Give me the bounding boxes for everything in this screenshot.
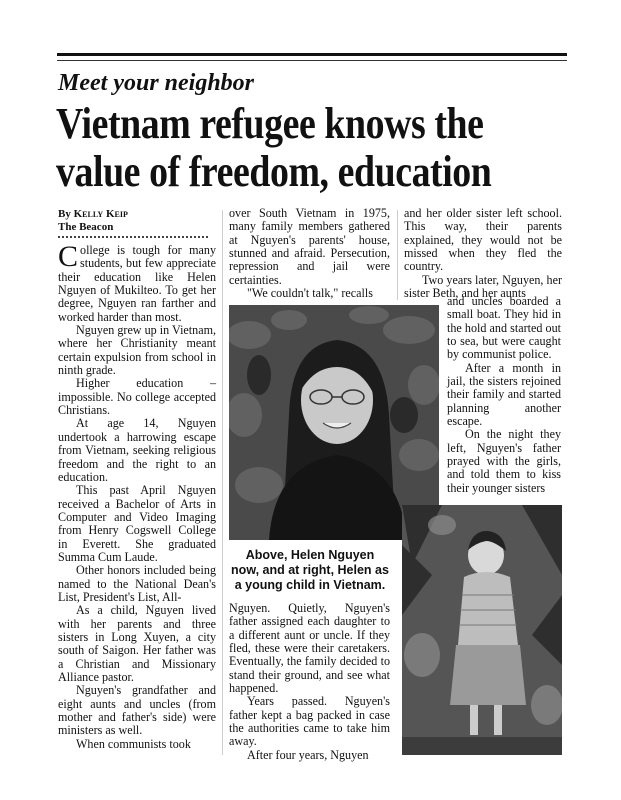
paragraph: College is tough for many students, but few appreciate their education like Helen Nguyen of Mukilteo. To get her degree, Nguyen ran farther and worked harder than most. — [58, 240, 216, 324]
paragraph: After a month in jail, the sisters rejoined their family and started planning another escape. — [447, 360, 561, 429]
drop-cap: C — [58, 240, 79, 273]
paragraph: Two years later, Nguyen, her sister Beth, and her aunts — [404, 272, 562, 301]
paragraph: This past April Nguyen received a Bachelor of Arts in Computer and Video Imaging from Henry Cogswell College in Everett. She graduated Summa Cum Laude. — [58, 483, 216, 564]
byline-by: By — [58, 208, 71, 220]
paragraph: and her older sister left school. This way, their parents explained, they would not be missed when they fled the country. — [404, 206, 562, 274]
top-rule-thick — [57, 53, 567, 56]
paragraph: At age 14, Nguyen undertook a harrowing escape from Vietnam, seeking religious freedom and the right to an education. — [58, 416, 216, 484]
paragraph: over South Vietnam in 1975, many family members gathered at Nguyen's parents' house, stunned and afraid. Persecution, repression and jail were certainties. — [229, 206, 390, 287]
photo-caption: Above, Helen Nguyen now, and at right, Helen as a young child in Vietnam. — [231, 548, 389, 592]
paragraph: When communists took — [76, 736, 191, 751]
byline-publication: The Beacon — [58, 221, 114, 233]
column-3-top — [404, 207, 562, 300]
headline-line-1: Vietnam refugee knows the — [56, 99, 484, 148]
paragraph: Nguyen's grandfather and eight aunts and uncles (from mother and father's side) were ministers as well. — [58, 683, 216, 738]
byline-author: Kelly Keip — [73, 208, 128, 220]
column-2-bottom — [229, 602, 390, 762]
column-separator — [222, 210, 223, 755]
photo-helen-child — [402, 505, 562, 755]
paragraph: On the night they left, Nguyen's father prayed with the girls, and told them to kiss their younger sisters — [447, 427, 561, 495]
headline-line-2: value of freedom, education — [56, 147, 492, 196]
column-3-narrow — [447, 295, 561, 495]
paragraph: Nguyen. Quietly, Nguyen's father assigned each daughter to a different aunt or uncle. If they fled, these were their caretakers. Eventually, the family decided to stand their ground, and see what happened. — [229, 601, 390, 696]
byline-divider — [58, 236, 208, 238]
headline — [56, 100, 491, 196]
byline — [58, 208, 216, 221]
kicker: Meet your neighbor — [58, 70, 255, 96]
top-rule-thin — [57, 60, 567, 61]
child-image — [402, 505, 562, 755]
paragraph: Years passed. Nguyen's father kept a bag packed in case the authorities came to take him away. — [229, 694, 390, 749]
paragraph: After four years, Nguyen — [247, 747, 369, 762]
paragraph: As a child, Nguyen lived with her parents and three sisters in Long Xuyen, a city south of Saigon. Her father was a Christian and Missionary Alliance pastor. — [58, 603, 216, 684]
paragraph: Higher education – impossible. No college accepted Christians. — [58, 376, 216, 418]
column-2-top — [229, 207, 390, 300]
paragraph: Other honors included being named to the National Dean's List, President's List, All- — [58, 563, 216, 604]
column-separator — [397, 210, 398, 300]
column-1 — [58, 208, 216, 751]
paragraph: and uncles boarded a small boat. They hid in the hold and started out to sea, but were caught by communist police. — [447, 294, 561, 362]
paragraph: "We couldn't talk," recalls — [247, 286, 373, 301]
paragraph: Nguyen grew up in Vietnam, where her Christianity meant certain expulsion from school in ninth grade. — [58, 323, 216, 378]
